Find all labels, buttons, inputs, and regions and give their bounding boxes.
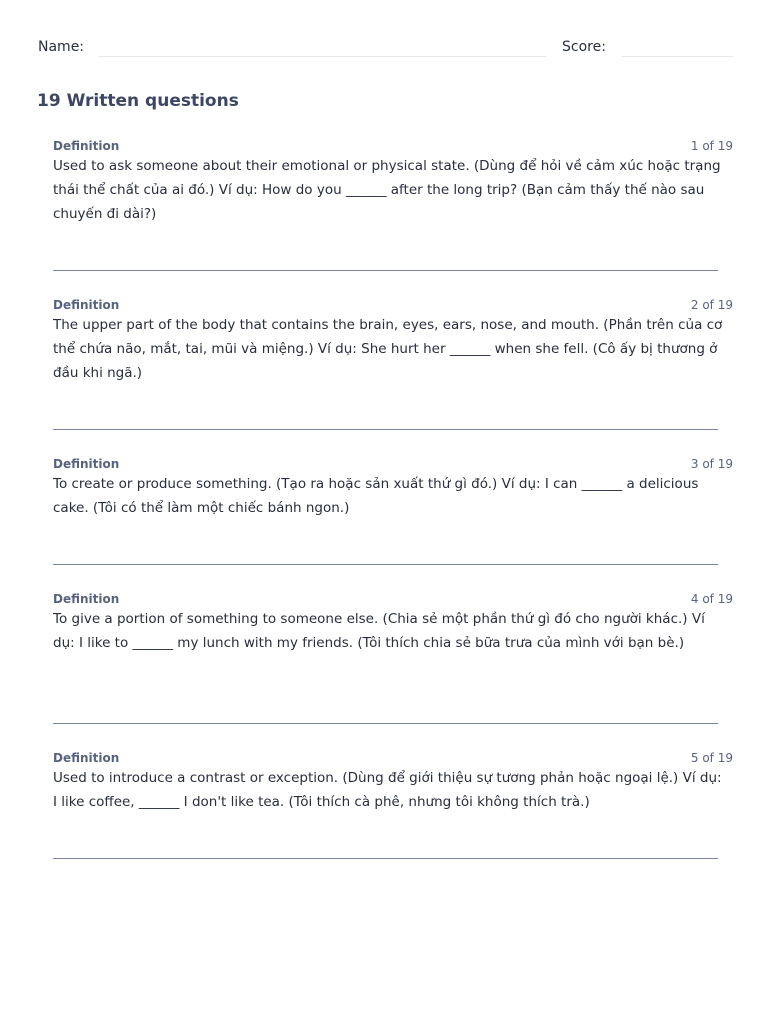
score-field-line[interactable] <box>622 56 733 57</box>
score-label: Score: <box>562 39 606 55</box>
question-type-label: Definition <box>53 139 120 153</box>
question-type-label: Definition <box>53 751 120 765</box>
question-number: 3 of 19 <box>690 457 733 471</box>
question-number: 2 of 19 <box>690 298 733 312</box>
page-title: 19 Written questions <box>37 91 239 111</box>
name-field-line[interactable] <box>98 56 546 57</box>
question-type-label: Definition <box>53 457 120 471</box>
worksheet-header <box>38 38 733 60</box>
answer-line[interactable] <box>53 858 718 859</box>
question-text: Used to introduce a contrast or exception. (Dùng để giới thiệu sự tương phản hoặc ngoại lệ.) Ví dụ: I like coffee, ______ I don't like tea. (Tôi thích cà phê, nhưng tôi không thích trà.) <box>53 770 722 810</box>
question-text: The upper part of the body that contains the brain, eyes, ears, nose, and mouth. (Phần trên của cơ thể chứa não, mắt, tai, mũi và miệng.) Ví dụ: She hurt her ______ when she fell. (Cô ấy bị thương ở đầu khi ngã.) <box>53 317 723 381</box>
answer-line[interactable] <box>53 270 718 271</box>
question-text: To give a portion of something to someone else. (Chia sẻ một phần thứ gì đó cho người khác.) Ví dụ: I like to ______ my lunch with my friends. (Tôi thích chia sẻ bữa trưa của mình với bạn bè.) <box>53 611 705 651</box>
question-number: 4 of 19 <box>690 592 733 606</box>
question-number: 1 of 19 <box>690 139 733 153</box>
answer-line[interactable] <box>53 723 718 724</box>
answer-line[interactable] <box>53 429 718 430</box>
question-text: To create or produce something. (Tạo ra hoặc sản xuất thứ gì đó.) Ví dụ: I can ______ a delicious cake. (Tôi có thể làm một chiếc bánh ngon.) <box>53 476 699 516</box>
question-type-label: Definition <box>53 298 120 312</box>
question-type-label: Definition <box>53 592 120 606</box>
answer-line[interactable] <box>53 564 718 565</box>
question-text: Used to ask someone about their emotional or physical state. (Dùng để hỏi về cảm xúc hoặc trạng thái thể chất của ai đó.) Ví dụ: How do you ______ after the long trip? (Bạn cảm thấy thế nào sau chuyến đi dài?) <box>53 158 721 222</box>
question-number: 5 of 19 <box>690 751 733 765</box>
name-label: Name: <box>38 39 85 55</box>
